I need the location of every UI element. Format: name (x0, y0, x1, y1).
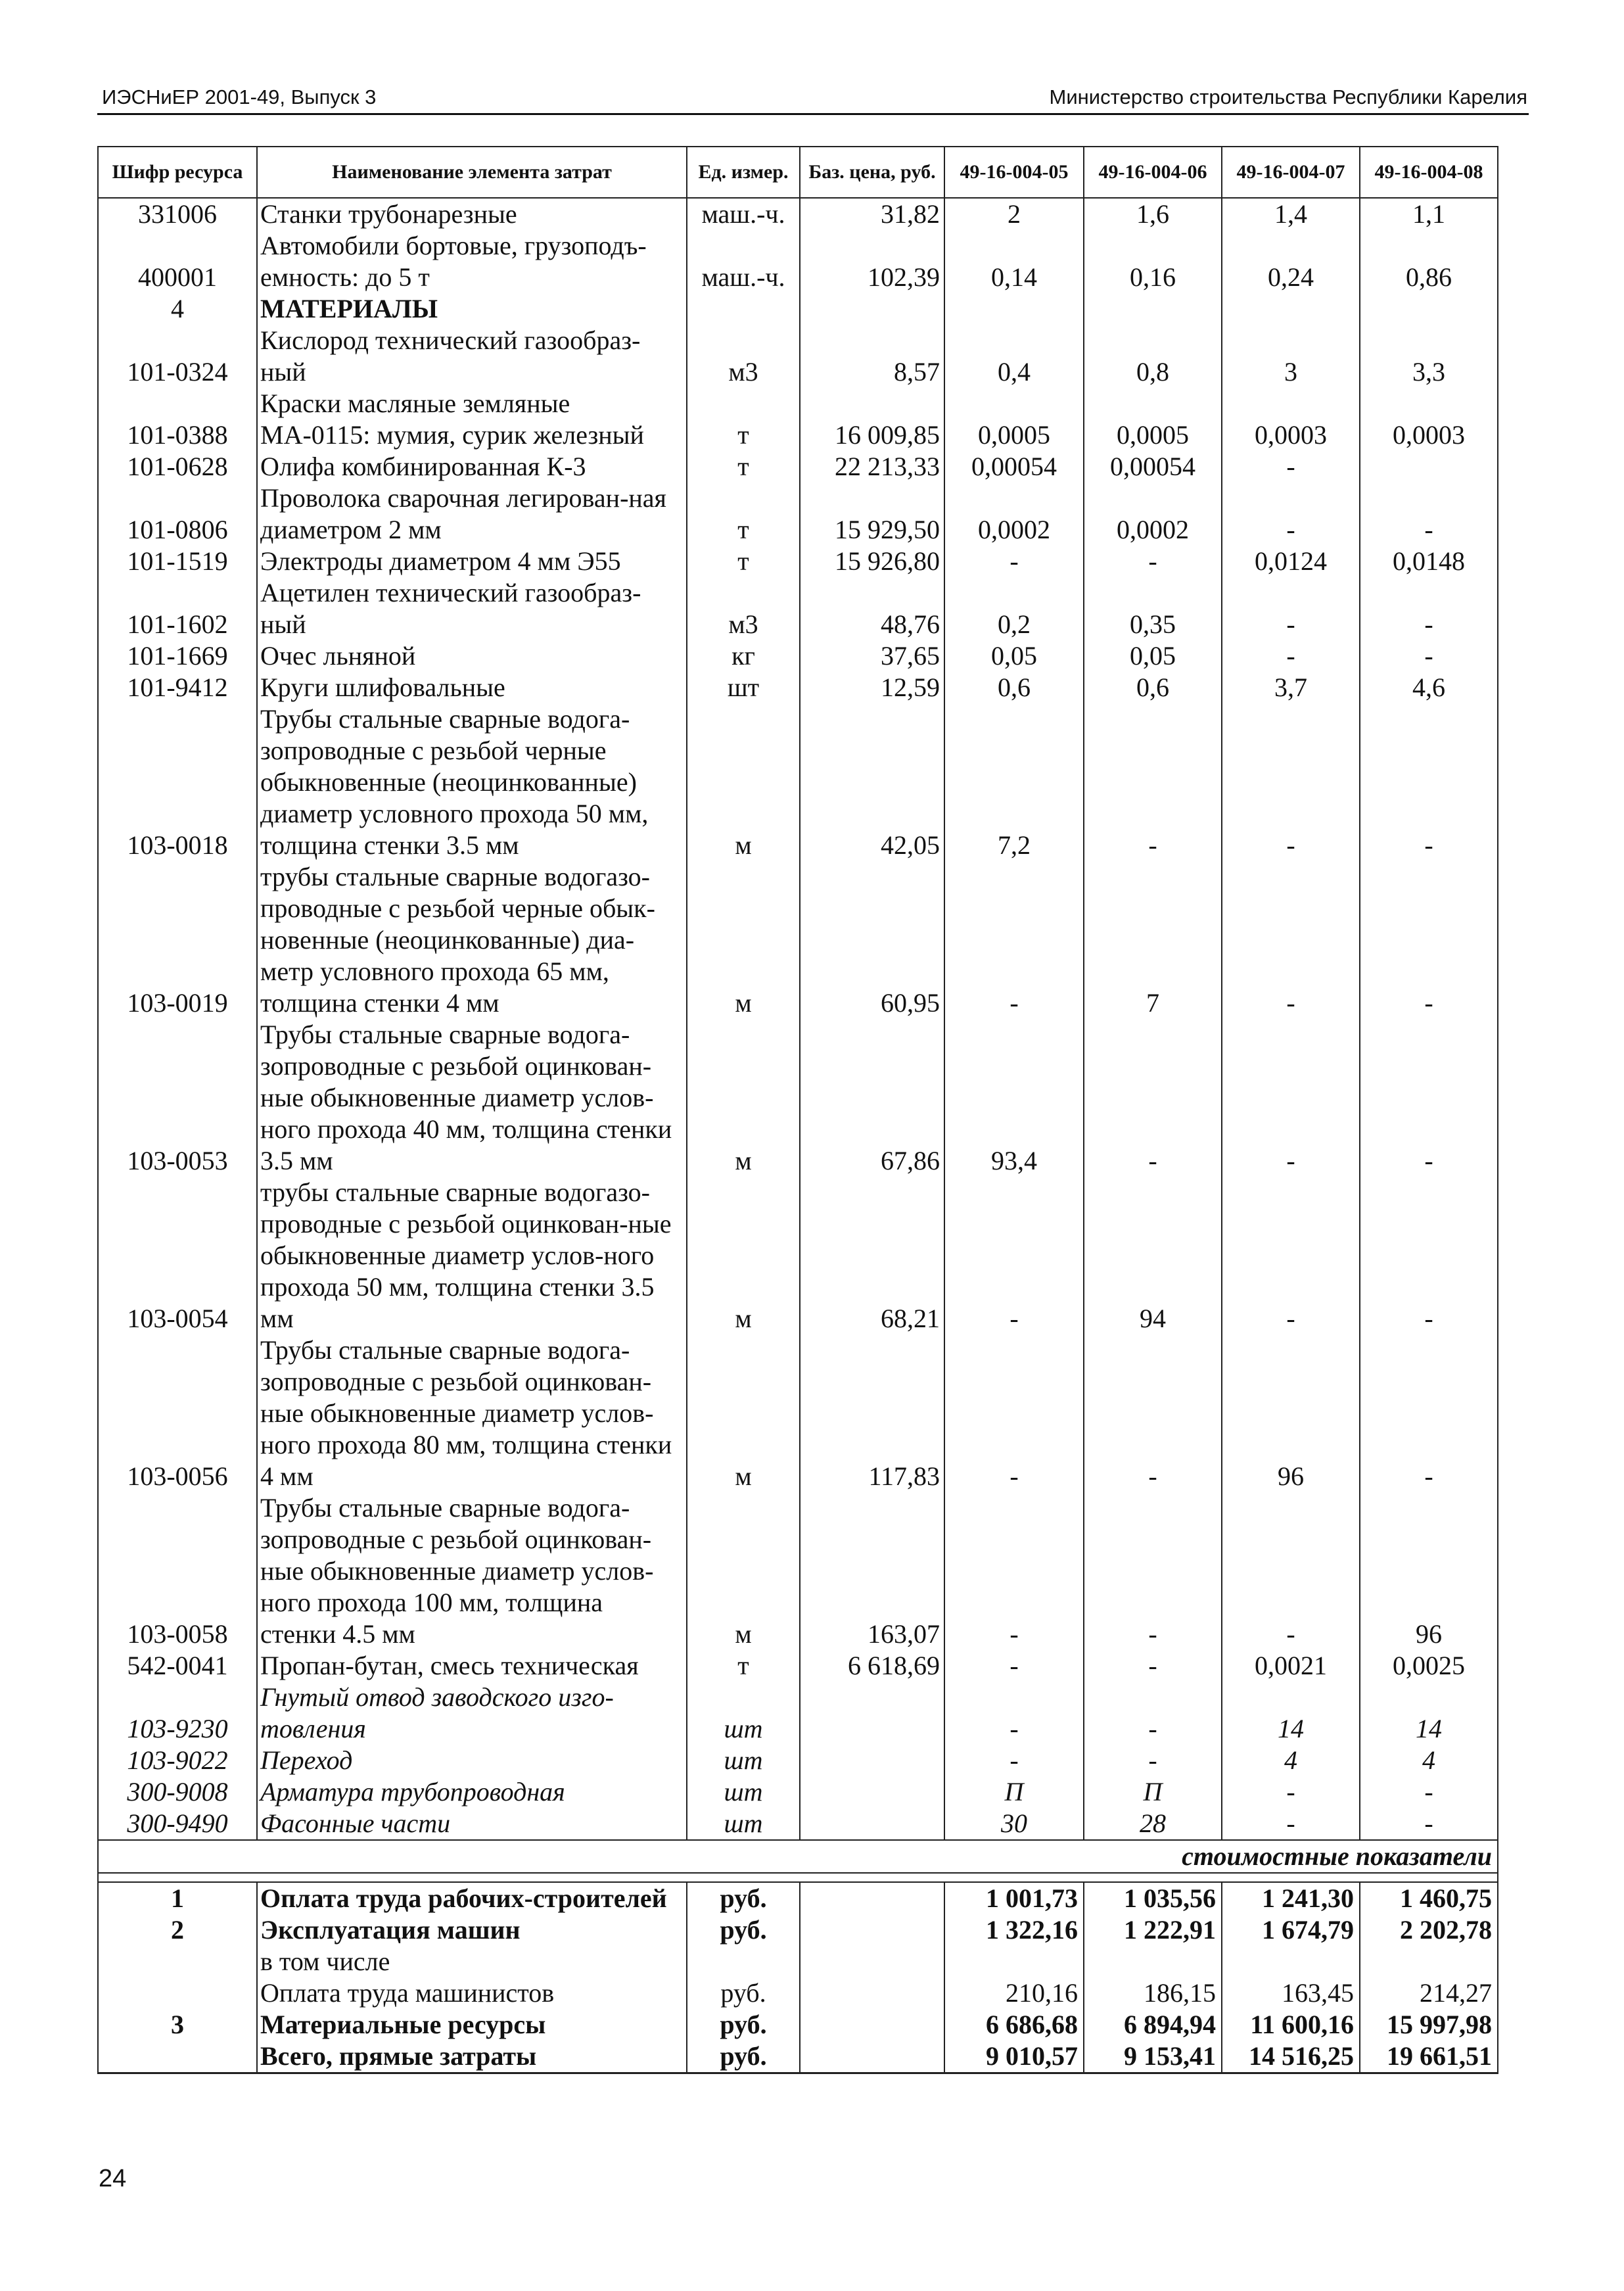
resource-code: 103-0019 (98, 861, 257, 1019)
table-row (98, 388, 1498, 451)
unit-cell: шт (687, 1776, 800, 1808)
norm-value: 0,2 (944, 577, 1084, 640)
table-row (98, 1177, 1498, 1334)
norm-value: 96 (1360, 1492, 1498, 1650)
unit-cell: маш.-ч. (687, 198, 800, 230)
unit-cell: шт (687, 1745, 800, 1776)
unit-cell: м (687, 703, 800, 861)
norm-value: 0,0021 (1222, 1650, 1360, 1682)
cost-value: 9 153,41 (1084, 2041, 1222, 2073)
norm-value: - (1084, 1019, 1222, 1177)
base-price: 6 618,69 (800, 1650, 944, 1682)
unit-cell: м3 (687, 325, 800, 388)
resource-code: 101-1519 (98, 546, 257, 577)
cost-value: 186,15 (1084, 1977, 1222, 2009)
unit-cell: т (687, 388, 800, 451)
element-name: Трубы стальные сварные водога-зопроводные с резьбой оцинкован-ные обыкновенные диаметр услов-ного прохода 40 мм, толщина стенки 3.5 мм (257, 1019, 687, 1177)
table-row (98, 1745, 1498, 1776)
norm-value: 0,0003 (1222, 388, 1360, 451)
table-row (98, 703, 1498, 861)
resource-code: 103-9230 (98, 1682, 257, 1745)
norm-value: - (1222, 703, 1360, 861)
table-row (98, 1019, 1498, 1177)
cost-section-title: стоимостные показатели (98, 1840, 1498, 1873)
norm-value (1222, 293, 1360, 325)
norm-value: 14 (1360, 1682, 1498, 1745)
norm-value: 94 (1084, 1177, 1222, 1334)
header-rule (97, 113, 1529, 115)
norm-value: 2 (944, 198, 1084, 230)
norm-value: - (1084, 703, 1222, 861)
norm-value: 0,6 (1084, 672, 1222, 703)
column-header: 49-16-004-05 (944, 147, 1084, 198)
cost-value: 9 010,57 (944, 2041, 1084, 2073)
column-header: 49-16-004-06 (1084, 147, 1222, 198)
norm-value: - (1360, 1808, 1498, 1840)
norm-value: 0,0005 (1084, 388, 1222, 451)
cost-value: 210,16 (944, 1977, 1084, 2009)
empty-price (800, 1946, 944, 1977)
norm-value: 14 (1222, 1682, 1360, 1745)
running-header-right: Министерство строительства Республики Карелия (1049, 85, 1527, 108)
element-name: Станки трубонарезные (257, 198, 687, 230)
norm-value: 0,24 (1222, 230, 1360, 293)
cost-value: 1 001,73 (944, 1882, 1084, 1914)
norm-value: - (1084, 1745, 1222, 1776)
unit-cell: т (687, 546, 800, 577)
element-name: Пропан-бутан, смесь техническая (257, 1650, 687, 1682)
cost-value: 14 516,25 (1222, 2041, 1360, 2073)
norm-value: - (1360, 1177, 1498, 1334)
resource-code: 542-0041 (98, 1650, 257, 1682)
element-name: Трубы стальные сварные водога-зопроводные с резьбой оцинкован-ные обыкновенные диаметр услов-ного прохода 80 мм, толщина стенки 4 мм (257, 1334, 687, 1492)
empty-price (800, 2041, 944, 2073)
resource-code: 300-9490 (98, 1808, 257, 1840)
base-price: 12,59 (800, 672, 944, 703)
norm-value: - (944, 861, 1084, 1019)
norm-value: - (1222, 1808, 1360, 1840)
column-header: Наименование элемента затрат (257, 147, 687, 198)
unit-cell: шт (687, 672, 800, 703)
cost-value: 1 322,16 (944, 1914, 1084, 1946)
norm-value: 4 (1222, 1745, 1360, 1776)
norm-value: - (1222, 1776, 1360, 1808)
norm-value: - (1084, 1492, 1222, 1650)
element-name: Кислород технический газообраз-ный (257, 325, 687, 388)
norm-value: 1,6 (1084, 198, 1222, 230)
norm-value: 0,0002 (1084, 483, 1222, 546)
norm-value: - (944, 546, 1084, 577)
element-name: Электроды диаметром 4 мм Э55 (257, 546, 687, 577)
norm-value: - (1222, 640, 1360, 672)
norm-value: 93,4 (944, 1019, 1084, 1177)
norm-value: - (1360, 1776, 1498, 1808)
norm-value: 1,4 (1222, 198, 1360, 230)
spacer-row (98, 1873, 1498, 1882)
cost-code: 1 (98, 1882, 257, 1914)
table-row (98, 672, 1498, 703)
norm-value: - (1222, 451, 1360, 483)
unit-cell: шт (687, 1682, 800, 1745)
unit-cell: маш.-ч. (687, 230, 800, 293)
table-row (98, 230, 1498, 293)
norm-value: - (1084, 1682, 1222, 1745)
norm-value: 1,1 (1360, 198, 1498, 230)
element-name: трубы стальные сварные водогазо-проводные с резьбой черные обык-новенные (неоцинкованные) диа-метр условного прохода 65 мм, толщина стенки 4 мм (257, 861, 687, 1019)
norm-value: П (1084, 1776, 1222, 1808)
element-name: Очес льняной (257, 640, 687, 672)
cost-value: 1 674,79 (1222, 1914, 1360, 1946)
base-price: 15 926,80 (800, 546, 944, 577)
base-price (800, 1745, 944, 1776)
cost-code (98, 1946, 257, 1977)
cost-code (98, 1977, 257, 2009)
norm-value: 0,0025 (1360, 1650, 1498, 1682)
cost-unit: руб. (687, 1882, 800, 1914)
table-row (98, 546, 1498, 577)
cost-value (1222, 1946, 1360, 1977)
base-price (800, 1808, 944, 1840)
norm-value: - (1222, 861, 1360, 1019)
norm-value: 0,00054 (1084, 451, 1222, 483)
cost-value: 1 460,75 (1360, 1882, 1498, 1914)
base-price: 22 213,33 (800, 451, 944, 483)
resource-code: 300-9008 (98, 1776, 257, 1808)
cost-name: Всего, прямые затраты (257, 2041, 687, 2073)
norm-value: - (1222, 577, 1360, 640)
table-row (98, 1492, 1498, 1650)
resource-code: 103-9022 (98, 1745, 257, 1776)
norm-value (1360, 451, 1498, 483)
resource-table (97, 146, 1498, 2074)
column-header: 49-16-004-07 (1222, 147, 1360, 198)
norm-value (1360, 293, 1498, 325)
resource-code: 103-0053 (98, 1019, 257, 1177)
norm-value: - (944, 1745, 1084, 1776)
empty-price (800, 1977, 944, 2009)
table-row (98, 1682, 1498, 1745)
cost-value: 19 661,51 (1360, 2041, 1498, 2073)
cost-unit: руб. (687, 2041, 800, 2073)
norm-value: 0,86 (1360, 230, 1498, 293)
resource-code: 101-0324 (98, 325, 257, 388)
table-row (98, 198, 1498, 230)
cost-value: 1 222,91 (1084, 1914, 1222, 1946)
resource-code: 103-0018 (98, 703, 257, 861)
table-row (98, 1808, 1498, 1840)
table-row (98, 451, 1498, 483)
norm-value: 0,6 (944, 672, 1084, 703)
cost-row (98, 1914, 1498, 1946)
cost-value (1084, 1946, 1222, 1977)
norm-value: - (944, 1492, 1084, 1650)
norm-value: - (1222, 1019, 1360, 1177)
table-row (98, 640, 1498, 672)
table-row (98, 1776, 1498, 1808)
base-price: 31,82 (800, 198, 944, 230)
element-name: Круги шлифовальные (257, 672, 687, 703)
table-row (98, 1650, 1498, 1682)
resource-code: 400001 (98, 230, 257, 293)
unit-cell (687, 293, 800, 325)
unit-cell: кг (687, 640, 800, 672)
page-number: 24 (99, 2165, 127, 2192)
unit-cell: м (687, 1019, 800, 1177)
column-header: Баз. цена, руб. (800, 147, 944, 198)
running-header-left: ИЭСНиЕР 2001-49, Выпуск 3 (102, 85, 377, 108)
resource-code: 101-1669 (98, 640, 257, 672)
cost-value: 15 997,98 (1360, 2009, 1498, 2041)
norm-value: - (1360, 640, 1498, 672)
cost-value: 1 241,30 (1222, 1882, 1360, 1914)
norm-value: 7 (1084, 861, 1222, 1019)
element-name: Олифа комбинированная К-3 (257, 451, 687, 483)
norm-value: 3 (1222, 325, 1360, 388)
cost-value: 163,45 (1222, 1977, 1360, 2009)
element-name: Арматура трубопроводная (257, 1776, 687, 1808)
element-name: Гнутый отвод заводского изго-товления (257, 1682, 687, 1745)
unit-cell: т (687, 1650, 800, 1682)
resource-code: 101-9412 (98, 672, 257, 703)
table-row (98, 325, 1498, 388)
table-row (98, 1334, 1498, 1492)
norm-value: 96 (1222, 1334, 1360, 1492)
element-name: Фасонные части (257, 1808, 687, 1840)
element-name: Автомобили бортовые, грузоподъ-емность: до 5 т (257, 230, 687, 293)
base-price: 8,57 (800, 325, 944, 388)
norm-value: 0,0124 (1222, 546, 1360, 577)
norm-value: 0,05 (1084, 640, 1222, 672)
base-price (800, 293, 944, 325)
unit-cell: т (687, 451, 800, 483)
norm-value (1084, 293, 1222, 325)
resource-code: 101-0806 (98, 483, 257, 546)
norm-value: 0,4 (944, 325, 1084, 388)
element-name: Трубы стальные сварные водога-зопроводные с резьбой черные обыкновенные (неоцинкованные) диаметр условного прохода 50 мм, толщина стенки 3.5 мм (257, 703, 687, 861)
resource-code: 103-0054 (98, 1177, 257, 1334)
cost-unit: руб. (687, 1977, 800, 2009)
norm-value: - (1360, 861, 1498, 1019)
table-row (98, 577, 1498, 640)
cost-value: 214,27 (1360, 1977, 1498, 2009)
norm-value: 0,0002 (944, 483, 1084, 546)
norm-value: 0,00054 (944, 451, 1084, 483)
cost-row (98, 2009, 1498, 2041)
resource-code: 101-1602 (98, 577, 257, 640)
unit-cell: м3 (687, 577, 800, 640)
cost-unit (687, 1946, 800, 1977)
norm-value: - (944, 1682, 1084, 1745)
norm-value: 0,0005 (944, 388, 1084, 451)
cost-code: 2 (98, 1914, 257, 1946)
norm-value: - (1084, 1650, 1222, 1682)
base-price (800, 1682, 944, 1745)
cost-row (98, 1946, 1498, 1977)
cost-value: 1 035,56 (1084, 1882, 1222, 1914)
cost-row (98, 2041, 1498, 2073)
cost-code (98, 2041, 257, 2073)
resource-code: 103-0058 (98, 1492, 257, 1650)
norm-value: 4 (1360, 1745, 1498, 1776)
norm-value: 0,05 (944, 640, 1084, 672)
column-header: Ед. измер. (687, 147, 800, 198)
column-header: 49-16-004-08 (1360, 147, 1498, 198)
empty-price (800, 1914, 944, 1946)
element-name: Трубы стальные сварные водога-зопроводные с резьбой оцинкован-ные обыкновенные диаметр услов-ного прохода 100 мм, толщина стенки 4.5 мм (257, 1492, 687, 1650)
cost-name: Эксплуатация машин (257, 1914, 687, 1946)
norm-value: 0,0003 (1360, 388, 1498, 451)
norm-value: 7,2 (944, 703, 1084, 861)
table-body (98, 198, 1498, 2073)
element-name: МАТЕРИАЛЫ (257, 293, 687, 325)
cost-unit: руб. (687, 1914, 800, 1946)
norm-value: - (944, 1334, 1084, 1492)
cost-unit: руб. (687, 2009, 800, 2041)
norm-value: - (1084, 1334, 1222, 1492)
cost-value: 6 894,94 (1084, 2009, 1222, 2041)
cost-code: 3 (98, 2009, 257, 2041)
base-price: 117,83 (800, 1334, 944, 1492)
resource-code: 103-0056 (98, 1334, 257, 1492)
norm-value: - (1222, 1492, 1360, 1650)
unit-cell: м (687, 1334, 800, 1492)
resource-code: 101-0388 (98, 388, 257, 451)
norm-value: - (1222, 1177, 1360, 1334)
unit-cell: м (687, 1492, 800, 1650)
cost-value (1360, 1946, 1498, 1977)
resource-code: 101-0628 (98, 451, 257, 483)
base-price: 67,86 (800, 1019, 944, 1177)
norm-value: 0,14 (944, 230, 1084, 293)
cost-row (98, 1882, 1498, 1914)
empty-price (800, 1882, 944, 1914)
cost-name: Оплата труда рабочих-строителей (257, 1882, 687, 1914)
norm-value: - (1360, 1019, 1498, 1177)
cost-value: 6 686,68 (944, 2009, 1084, 2041)
unit-cell: т (687, 483, 800, 546)
base-price: 37,65 (800, 640, 944, 672)
cost-section-title-row (98, 1840, 1498, 1873)
norm-value: - (944, 1650, 1084, 1682)
element-name: трубы стальные сварные водогазо-проводные с резьбой оцинкован-ные обыкновенные диаметр услов-ного прохода 50 мм, толщина стенки 3.5 мм (257, 1177, 687, 1334)
base-price (800, 1776, 944, 1808)
base-price: 48,76 (800, 577, 944, 640)
norm-value: 0,35 (1084, 577, 1222, 640)
base-price: 16 009,85 (800, 388, 944, 451)
cost-name: Материальные ресурсы (257, 2009, 687, 2041)
table-row (98, 483, 1498, 546)
unit-cell: шт (687, 1808, 800, 1840)
norm-value: 3,3 (1360, 325, 1498, 388)
table-row (98, 861, 1498, 1019)
norm-value: - (1360, 483, 1498, 546)
base-price: 163,07 (800, 1492, 944, 1650)
resource-code: 4 (98, 293, 257, 325)
cost-value: 11 600,16 (1222, 2009, 1360, 2041)
norm-value: 0,0148 (1360, 546, 1498, 577)
base-price: 42,05 (800, 703, 944, 861)
cost-value (944, 1946, 1084, 1977)
unit-cell: м (687, 861, 800, 1019)
base-price: 102,39 (800, 230, 944, 293)
base-price: 60,95 (800, 861, 944, 1019)
column-header: Шифр ресурса (98, 147, 257, 198)
table-header-row (98, 147, 1498, 198)
norm-value: 4,6 (1360, 672, 1498, 703)
norm-value: - (1360, 703, 1498, 861)
element-name: Переход (257, 1745, 687, 1776)
element-name: Проволока сварочная легирован-ная диаметром 2 мм (257, 483, 687, 546)
norm-value: - (944, 1177, 1084, 1334)
element-name: Ацетилен технический газообраз-ный (257, 577, 687, 640)
cost-name: в том числе (257, 1946, 687, 1977)
norm-value (944, 293, 1084, 325)
norm-value: - (1360, 577, 1498, 640)
norm-value: 28 (1084, 1808, 1222, 1840)
table-row (98, 293, 1498, 325)
base-price: 68,21 (800, 1177, 944, 1334)
base-price: 15 929,50 (800, 483, 944, 546)
norm-value: 0,16 (1084, 230, 1222, 293)
element-name: Краски масляные земляные МА-0115: мумия, сурик железный (257, 388, 687, 451)
cost-row (98, 1977, 1498, 2009)
resource-code: 331006 (98, 198, 257, 230)
unit-cell: м (687, 1177, 800, 1334)
empty-price (800, 2009, 944, 2041)
norm-value: - (1360, 1334, 1498, 1492)
norm-value: 0,8 (1084, 325, 1222, 388)
norm-value: П (944, 1776, 1084, 1808)
norm-value: - (1222, 483, 1360, 546)
norm-value: - (1084, 546, 1222, 577)
cost-name: Оплата труда машинистов (257, 1977, 687, 2009)
norm-value: 30 (944, 1808, 1084, 1840)
norm-value: 3,7 (1222, 672, 1360, 703)
cost-value: 2 202,78 (1360, 1914, 1498, 1946)
